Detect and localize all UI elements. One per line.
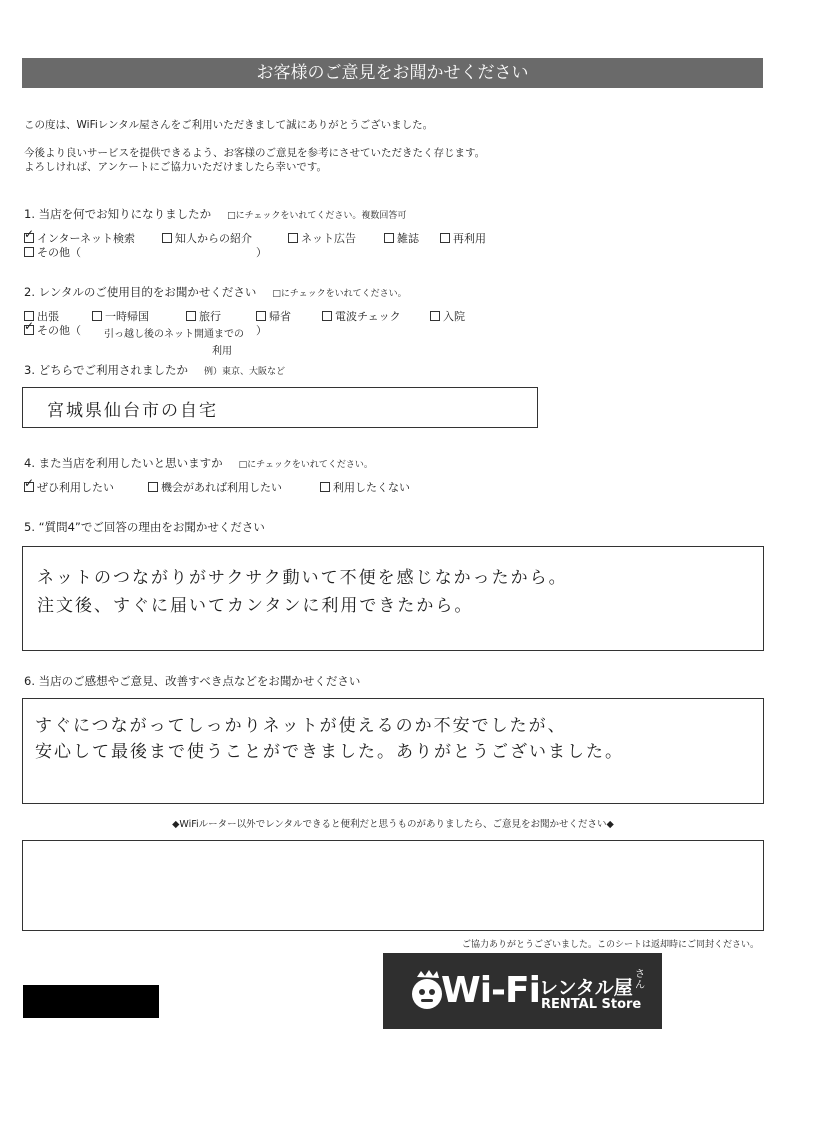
q6-label: 6. 当店のご感想やご意見、改善すべき点などをお聞かせください (24, 674, 361, 688)
q3-answer-text: 宮城県仙台市の自宅 (47, 401, 218, 421)
logo-store-text: RENTAL Store (541, 997, 642, 1012)
q4-option-definitely[interactable] (24, 481, 114, 495)
logo-san-text: さん (635, 969, 645, 991)
logo-wifi-text: Wi-Fi (441, 970, 540, 1011)
checkbox-icon[interactable] (320, 482, 330, 492)
checkbox-icon[interactable] (92, 311, 102, 321)
q4-option-label: 利用したくない (333, 481, 410, 494)
q5-answer-line-1: ネットのつながりがサクサク動いて不便を感じなかったから。 (37, 568, 568, 588)
q5-label: 5. “質問4”でご回答の理由をお聞かせください (24, 520, 265, 534)
q1-label (24, 206, 406, 224)
brand-logo (383, 953, 662, 1029)
q4-label (24, 455, 373, 473)
checkbox-checked-icon[interactable] (24, 482, 34, 492)
q6-answer-line-2: 安心して最後まで使うことができました。ありがとうございました。 (35, 742, 624, 762)
q2-option-label: 一時帰国 (105, 310, 149, 323)
q1-option-label: ネット広告 (301, 232, 356, 245)
q2-option-label: 旅行 (199, 310, 221, 323)
checkbox-icon[interactable] (186, 311, 196, 321)
q3-label (24, 362, 285, 380)
checkbox-icon[interactable] (24, 247, 34, 257)
q1-option-net-ad[interactable] (288, 232, 356, 246)
q2-other-answer-2: 利用 (212, 346, 232, 357)
q4-option-label: 機会があれば利用したい (161, 481, 282, 494)
q4-label-text: 4. また当店を利用したいと思いますか (24, 456, 223, 470)
q3-note: 例）東京、大阪など (204, 367, 286, 377)
q6-answer-box[interactable] (22, 698, 764, 804)
q2-option-label: 電波チェック (335, 310, 401, 323)
q4-option-no[interactable] (320, 481, 410, 495)
q2-option-other[interactable] (24, 324, 81, 338)
q1-label-text: 1. 当店を何でお知りになりましたか (24, 207, 212, 221)
q3-label-text: 3. どちらでご利用されましたか (24, 363, 189, 377)
q2-label-text: 2. レンタルのご使用目的をお聞かせください (24, 285, 257, 299)
q1-option-label: 雑誌 (397, 232, 419, 245)
q2-label (24, 284, 407, 302)
q1-option-label: インターネット検索 (37, 232, 136, 245)
q5-answer-line-2: 注文後、すぐに届いてカンタンに利用できたから。 (37, 596, 474, 616)
checkbox-checked-icon[interactable] (24, 325, 34, 335)
q1-option-other[interactable] (24, 246, 81, 260)
intro-line-3: よろしければ、アンケートにご協力いただけましたら幸いです。 (24, 161, 328, 173)
footer-thanks: ご協力ありがとうございました。このシートは返却時にご同封ください。 (462, 940, 760, 950)
checkbox-checked-icon[interactable] (24, 233, 34, 243)
q4-option-maybe[interactable] (148, 481, 282, 495)
checkbox-icon[interactable] (148, 482, 158, 492)
q1-other-close: ） (256, 246, 267, 259)
q2-other-answer: 引っ越し後のネット開通までの (104, 329, 244, 340)
checkbox-icon[interactable] (288, 233, 298, 243)
q1-note: □にチェックをいれてください。複数回答可 (227, 211, 407, 221)
logo-rental-text: レンタル屋 (539, 977, 633, 999)
q1-option-internet[interactable] (24, 232, 135, 246)
q2-option-label: 出張 (37, 310, 59, 323)
q2-option-homecoming[interactable] (256, 310, 291, 324)
checkbox-icon[interactable] (162, 233, 172, 243)
q2-note: □にチェックをいれてください。 (272, 289, 407, 299)
q1-option-label: 再利用 (453, 232, 486, 245)
q7-answer-box[interactable] (22, 840, 764, 931)
q2-other-close: ） (256, 324, 267, 337)
intro-line-2: 今後より良いサービスを提供できるよう、お客様のご意見を参考にさせていただきたく存じます。 (24, 147, 486, 159)
q2-option-signal-check[interactable] (322, 310, 401, 324)
checkbox-icon[interactable] (430, 311, 440, 321)
q4-option-label: ぜひ利用したい (37, 481, 114, 494)
q3-answer-box[interactable] (22, 387, 538, 428)
q1-option-magazine[interactable] (384, 232, 419, 246)
q2-option-return-home[interactable] (92, 310, 149, 324)
q1-option-label: 知人からの紹介 (175, 232, 252, 245)
q1-other-label: その他（ (37, 246, 81, 259)
q2-option-hospital[interactable] (430, 310, 465, 324)
survey-header: お客様のご意見をお聞かせください (22, 58, 763, 88)
checkbox-icon[interactable] (384, 233, 394, 243)
q6-answer-line-1: すぐにつながってしっかりネットが使えるのか不安でしたが、 (35, 716, 567, 736)
q4-note: □にチェックをいれてください。 (238, 460, 373, 470)
redacted-block (23, 985, 159, 1018)
q5-answer-box[interactable] (22, 546, 764, 651)
q2-option-label: 入院 (443, 310, 465, 323)
q2-other-label: その他（ (37, 324, 81, 337)
checkbox-icon[interactable] (322, 311, 332, 321)
checkbox-icon[interactable] (256, 311, 266, 321)
q1-option-reuse[interactable] (440, 232, 486, 246)
checkbox-icon[interactable] (440, 233, 450, 243)
q1-option-referral[interactable] (162, 232, 252, 246)
q2-option-travel[interactable] (186, 310, 221, 324)
q2-option-label: 帰省 (269, 310, 291, 323)
intro-line-1: この度は、WiFiレンタル屋さんをご利用いただきまして誠にありがとうございました。 (24, 119, 434, 131)
q7-label: ◆WiFiルーター以外でレンタルできると便利だと思うものがありましたら、ご意見をお聞かせください◆ (172, 819, 614, 830)
